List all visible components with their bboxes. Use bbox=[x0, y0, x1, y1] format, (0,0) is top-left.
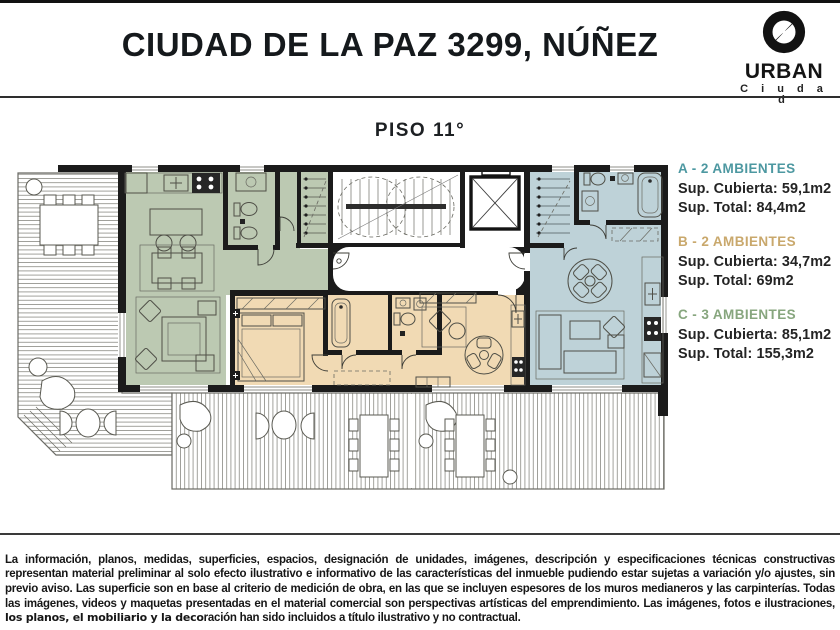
brand-name: URBAN bbox=[744, 60, 824, 83]
unit-c-total-area: Sup. Total: 155,3m2 bbox=[678, 346, 814, 362]
unit-b-label: B - 2 AMBIENTES bbox=[678, 234, 797, 249]
disclaimer-main: La información, planos, medidas, superficies, espacios, designación de unidades, imágenes, descripción y especificaciones técnicas constructivas representan material preliminar al solo efecto ilustrativo e informativo de las características del inmueble pudiendo estar sujetas a variación y/o ajustes, sin previo aviso. Las superficie son en base al criterio de medición de obra, en las que se incluyen espesores de los muros medianeros y las carpinterías. Todas las imágenes, videos y maquetas presentadas en el material comercial son perspectivas artísticas del emprendimiento. Las imágenes, fotos e ilustraciones, bbox=[5, 553, 835, 610]
legend-unit-a bbox=[678, 161, 836, 218]
terrace-bottom bbox=[172, 393, 664, 489]
floor-label: PISO 11° bbox=[374, 120, 466, 141]
floor-plan-drawing bbox=[12, 157, 670, 495]
legend-unit-c bbox=[678, 307, 836, 364]
brand-subname: C i u d a d bbox=[740, 83, 828, 106]
page-top-border bbox=[0, 0, 840, 3]
elevator bbox=[464, 168, 530, 247]
legal-disclaimer bbox=[5, 553, 835, 627]
footer-divider bbox=[0, 533, 840, 535]
stair-core bbox=[333, 171, 464, 247]
unit-a-label: A - 2 AMBIENTES bbox=[678, 161, 796, 176]
page-title: CIUDAD DE LA PAZ 3299, NÚÑEZ bbox=[121, 26, 659, 63]
unit-b-total-area: Sup. Total: 69m2 bbox=[678, 273, 794, 289]
unit-a-total-area: Sup. Total: 84,4m2 bbox=[678, 200, 806, 216]
unit-c-covered-area: Sup. Cubierta: 85,1m2 bbox=[678, 327, 832, 343]
unit-a-covered-area: Sup. Cubierta: 59,1m2 bbox=[678, 181, 832, 197]
compass-icon bbox=[761, 9, 807, 55]
legend-unit-b bbox=[678, 234, 836, 291]
header-divider bbox=[0, 96, 840, 98]
unit-c-label: C - 3 AMBIENTES bbox=[678, 307, 797, 322]
disclaimer-bold-segment: los planos, el mobiliario y la deco bbox=[5, 611, 204, 625]
disclaimer-tail: ración han sido incluidos a título ilustrativo y no contractual. bbox=[203, 612, 521, 625]
floor-plan bbox=[12, 157, 670, 495]
unit-b-covered-area: Sup. Cubierta: 34,7m2 bbox=[678, 254, 832, 270]
brand-logo bbox=[736, 9, 832, 106]
unit-legend bbox=[678, 161, 836, 380]
